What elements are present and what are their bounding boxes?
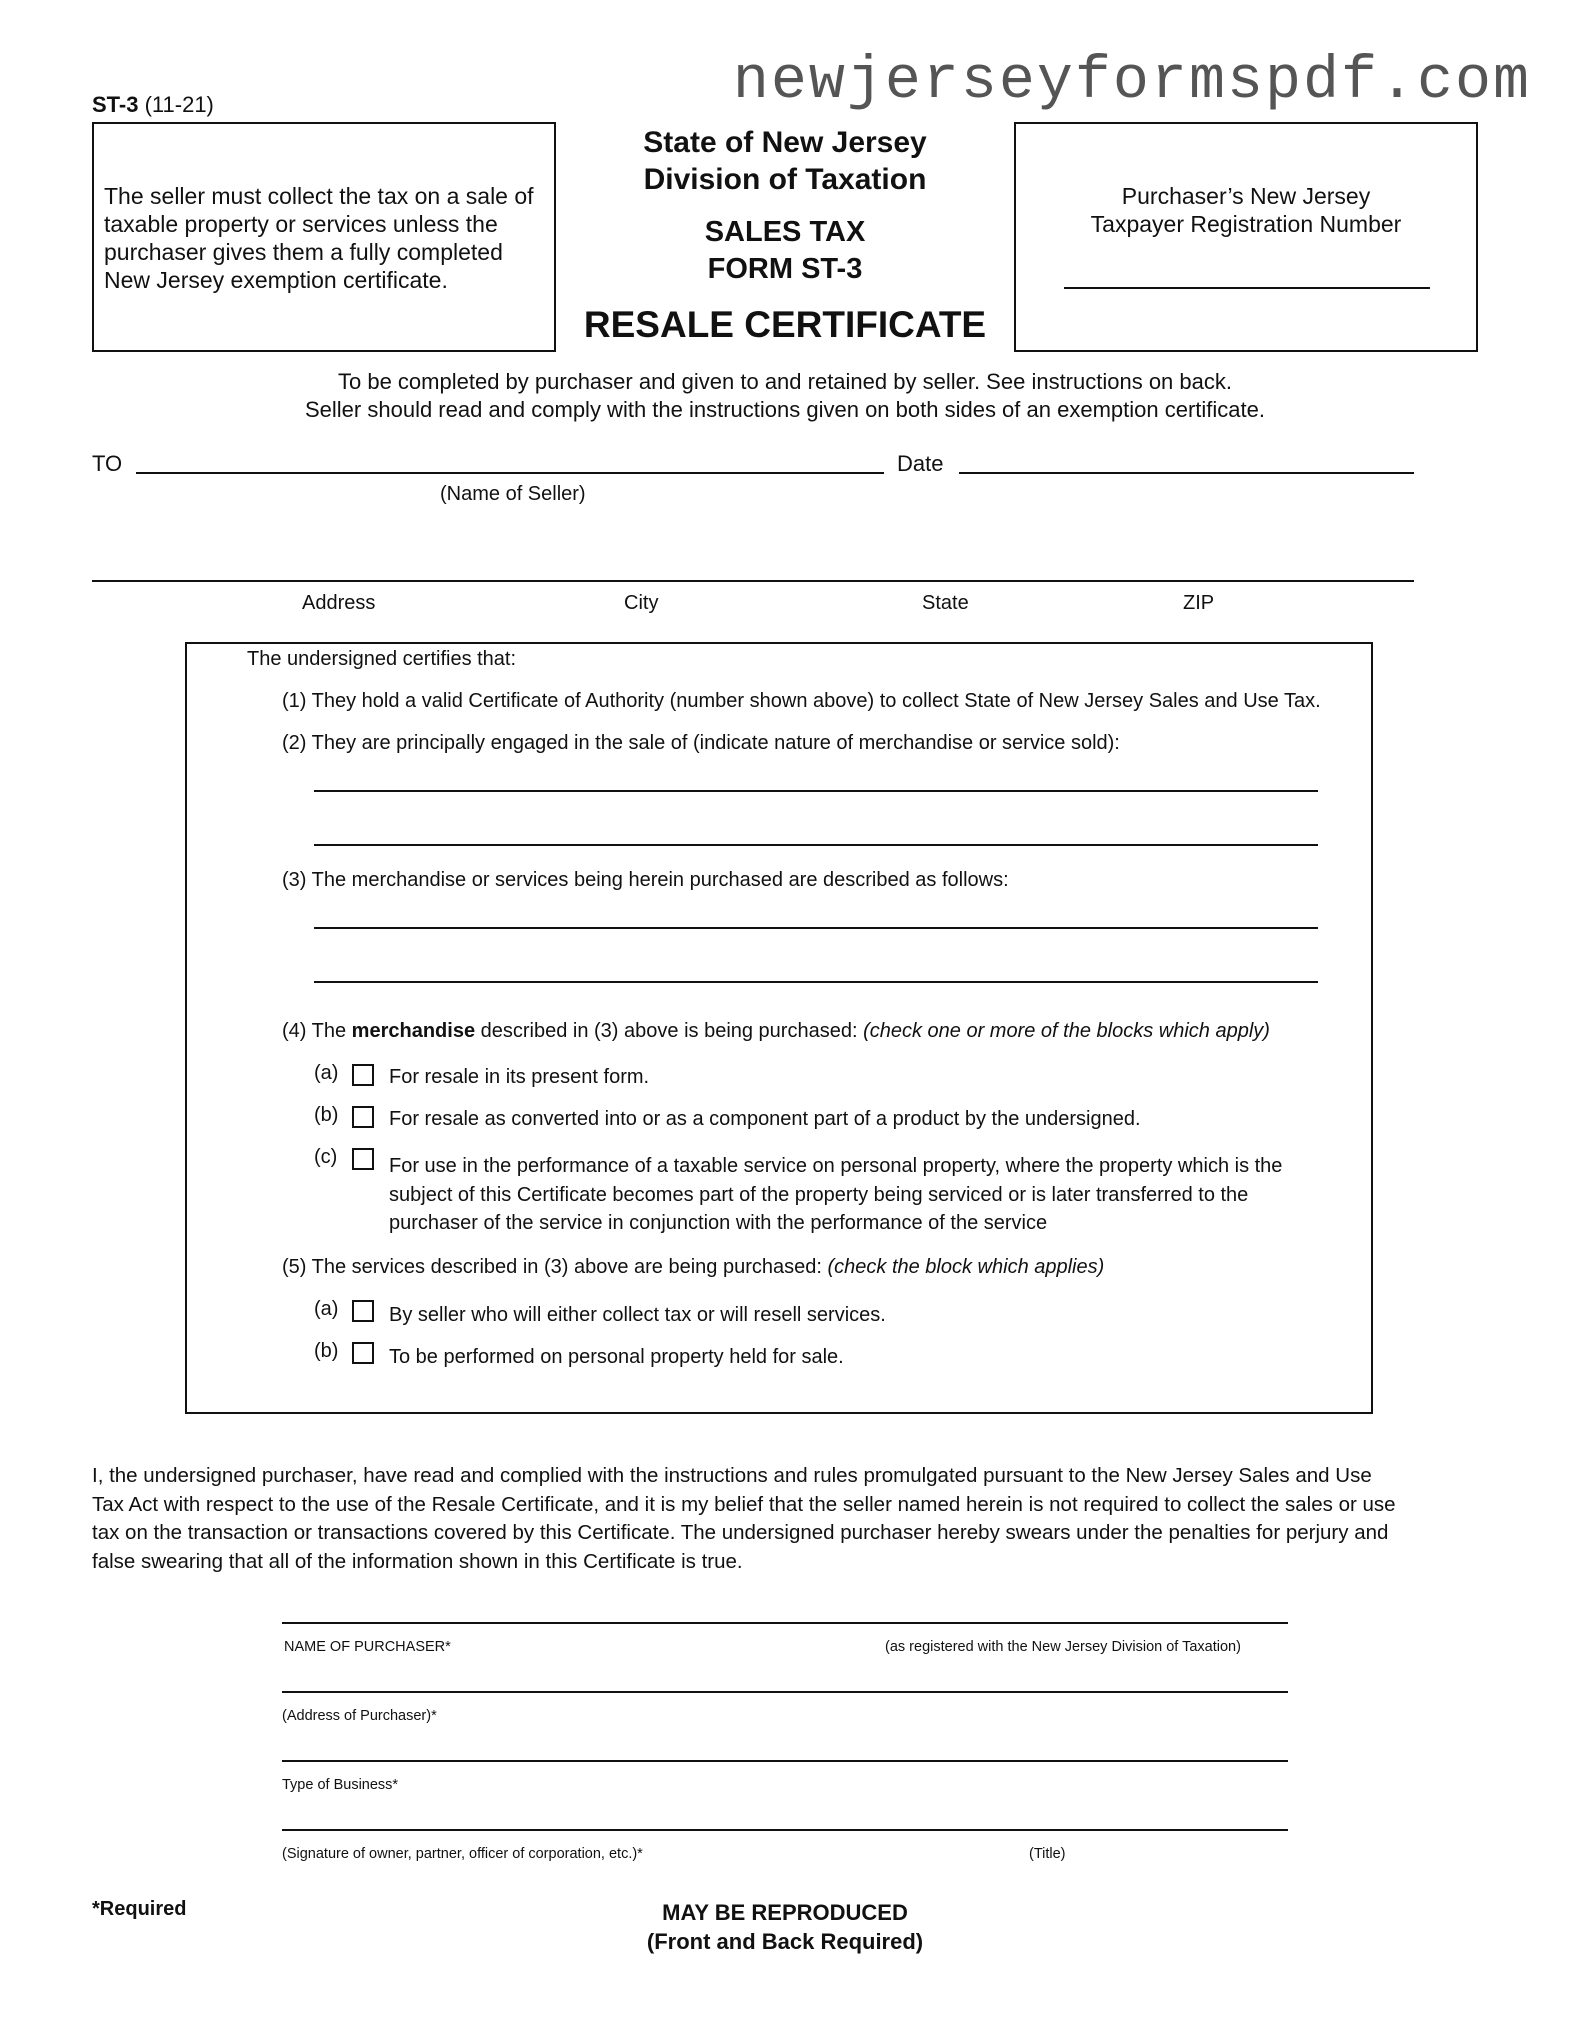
business-type-label: Type of Business* (282, 1777, 399, 1793)
title-label: (Title) (1029, 1846, 1066, 1862)
option-4b-text: For resale as converted into or as a component part of a product by the undersigned. (389, 1108, 1141, 1130)
purchaser-name-label: NAME OF PURCHASER* (284, 1639, 451, 1655)
registration-label-line2: Taxpayer Registration Number (1090, 211, 1402, 237)
certify-item-5 (282, 1256, 1104, 1279)
item4-mid: described in (3) above is being purchased: (475, 1020, 864, 1042)
item4-italic: (check one or more of the blocks which apply) (863, 1020, 1270, 1042)
seller-name-caption: (Name of Seller) (440, 483, 586, 505)
signature-field[interactable] (282, 1829, 1288, 1831)
purchaser-address-label: (Address of Purchaser)* (282, 1708, 437, 1724)
item4-bold: merchandise (351, 1020, 476, 1042)
certify-intro: The undersigned certifies that: (247, 648, 517, 670)
option-4c-text (389, 1152, 1282, 1238)
registration-number-box (1014, 122, 1478, 352)
address-caption: Address (302, 592, 376, 614)
seller-notice-box (92, 122, 556, 352)
option-4a-text: For resale in its present form. (389, 1066, 650, 1088)
merchandise-sold-line-1[interactable] (314, 790, 1318, 792)
purchase-description-line-2[interactable] (314, 981, 1318, 983)
declaration-text: I, the undersigned purchaser, have read and complied with the instructions and rules promulgated pursuant to the New Jersey Sales and Use Tax Act with respect to the use of the Resale Certificate, and it is my belief that the seller named herein is not required to collect the sales or use tax on the transaction or transactions covered by this Certificate. The undersigned purchaser hereby swears under the penalties for perjury and false swearing that all of the information shown in this Certificate is true. (92, 1464, 1396, 1573)
signature-label: (Signature of owner, partner, officer of corporation, etc.)* (282, 1846, 643, 1862)
seller-name-field[interactable] (136, 472, 884, 474)
date-field[interactable] (959, 472, 1414, 474)
option-4a-letter: (a) (314, 1062, 339, 1084)
item5-italic: (check the block which applies) (827, 1256, 1105, 1278)
business-type-field[interactable] (282, 1760, 1288, 1762)
option-5a-checkbox[interactable] (352, 1300, 374, 1322)
state-name: State of New Jersey (643, 126, 927, 159)
instructions-line2: Seller should read and comply with the instructions given on both sides of an exemption certificate. (305, 397, 1265, 422)
option-5a-letter: (a) (314, 1298, 339, 1320)
agency-heading (560, 124, 1010, 198)
option-4c-line2: subject of this Certificate becomes part of the property being serviced or is later transferred to the (389, 1183, 1249, 1206)
purchaser-name-field[interactable] (282, 1622, 1288, 1624)
to-label: TO (92, 451, 123, 476)
reproduce-line1: MAY BE REPRODUCED (662, 1900, 908, 1925)
form-revision: (11-21) (144, 92, 214, 117)
purchaser-name-note: (as registered with the New Jersey Division of Taxation) (885, 1639, 1241, 1655)
zip-caption: ZIP (1183, 592, 1215, 614)
option-5b-letter: (b) (314, 1340, 339, 1362)
option-4c-letter: (c) (314, 1146, 338, 1168)
merchandise-sold-line-2[interactable] (314, 844, 1318, 846)
reproduction-note (560, 1898, 1010, 1956)
item4-prefix: (4) The (282, 1020, 352, 1042)
seller-notice: The seller must collect the tax on a sale of taxable property or services unless the purchaser gives them a fully completed New Jersey exemption certificate. (104, 183, 534, 293)
registration-number-label (1016, 182, 1476, 238)
option-4c-line3: purchaser of the service in conjunction with the performance of the service (389, 1212, 1048, 1234)
option-5b-checkbox[interactable] (352, 1342, 374, 1364)
form-type: SALES TAX (704, 216, 866, 248)
purchase-description-line-1[interactable] (314, 927, 1318, 929)
option-4b-checkbox[interactable] (352, 1106, 374, 1128)
registration-label-line1: Purchaser’s New Jersey (1121, 183, 1371, 209)
form-code: ST-3 (92, 92, 139, 117)
date-label: Date (897, 451, 944, 476)
purchaser-address-field[interactable] (282, 1691, 1288, 1693)
option-4a-checkbox[interactable] (352, 1064, 374, 1086)
reproduce-line2: (Front and Back Required) (646, 1929, 924, 1954)
seller-address-field[interactable] (92, 580, 1414, 582)
form-id (92, 92, 214, 118)
instructions-line1: To be completed by purchaser and given to and retained by seller. See instructions on back. (338, 369, 1232, 394)
option-4c-checkbox[interactable] (352, 1148, 374, 1170)
required-note: *Required (92, 1898, 187, 1920)
division-name: Division of Taxation (643, 163, 927, 196)
option-5b-text: To be performed on personal property held for sale. (389, 1346, 844, 1368)
option-4b-letter: (b) (314, 1104, 339, 1126)
item5-prefix: (5) The services described in (3) above are being purchased: (282, 1256, 828, 1278)
certify-item-1: (1) They hold a valid Certificate of Authority (number shown above) to collect State of New Jersey Sales and Use Tax. (282, 690, 1321, 712)
watermark: newjerseyformspdf.com (732, 48, 1531, 116)
page-title: RESALE CERTIFICATE (583, 304, 987, 345)
form-number: FORM ST-3 (707, 253, 863, 285)
state-caption: State (922, 592, 969, 614)
form-heading (560, 214, 1010, 288)
instructions (92, 368, 1478, 424)
certify-item-3: (3) The merchandise or services being herein purchased are described as follows: (282, 869, 1009, 891)
registration-number-field[interactable] (1064, 287, 1430, 289)
option-4c-line1: For use in the performance of a taxable service on personal property, where the property which is the (389, 1155, 1283, 1177)
city-caption: City (624, 592, 659, 614)
certify-item-2: (2) They are principally engaged in the sale of (indicate nature of merchandise or service sold): (282, 732, 1120, 754)
certify-item-4 (282, 1020, 1270, 1043)
option-5a-text: By seller who will either collect tax or will resell services. (389, 1304, 886, 1326)
